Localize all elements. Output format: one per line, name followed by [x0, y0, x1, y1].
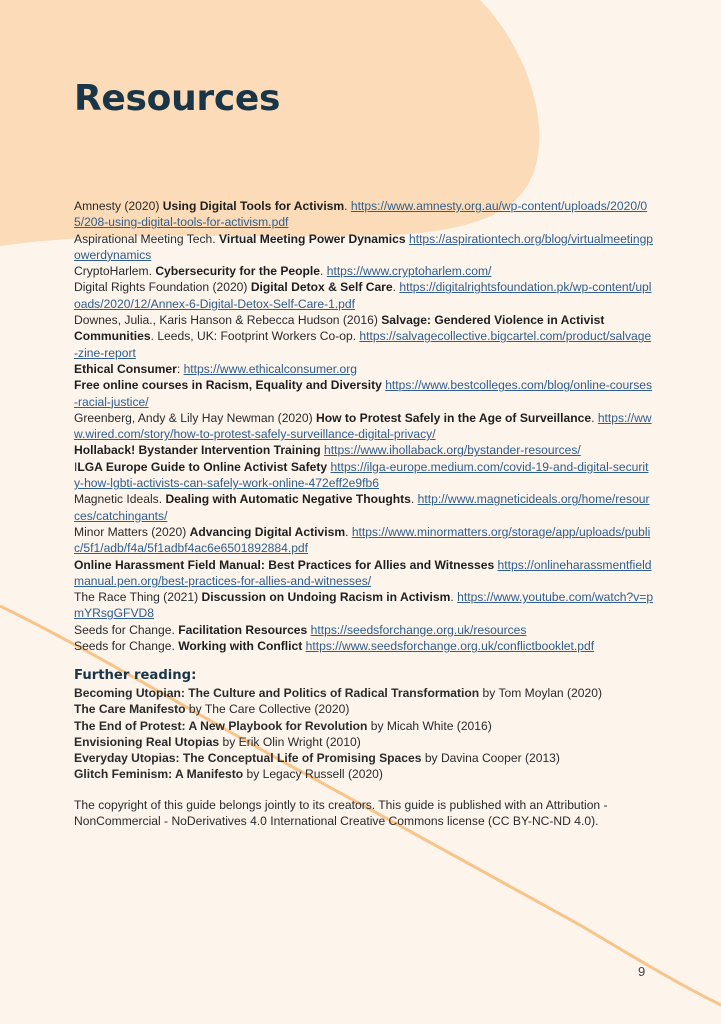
book-author: by Erik Olin Wright (2010): [219, 734, 361, 749]
reference-source: I: [74, 459, 78, 474]
reference-item: [74, 198, 654, 231]
reference-item: [74, 622, 654, 638]
page-title: Resources: [74, 78, 281, 119]
reference-item: [74, 410, 654, 443]
reference-title: Virtual Meeting Power Dynamics: [218, 231, 406, 246]
reference-title: Discussion on Undoing Racism in Activism: [201, 590, 451, 605]
reference-title: Dealing with Automatic Negative Thoughts: [165, 492, 411, 507]
book-author: by Legacy Russell (2020): [243, 767, 383, 782]
reference-link[interactable]: https://onlineharassmentfieldmanual.pen.org/best-practices-for-allies-and-witnesses/: [74, 557, 652, 588]
reference-source: Minor Matters (2020): [74, 524, 190, 539]
reference-source: Digital Rights Foundation (2020): [74, 280, 251, 295]
book-author: by Davina Cooper (2013): [421, 751, 560, 766]
reference-item: [74, 361, 654, 377]
reference-item: [74, 377, 654, 410]
reference-item: [74, 263, 654, 279]
reference-source: CryptoHarlem.: [74, 264, 156, 279]
book-title: Glitch Feminism: A Manifesto: [74, 767, 244, 782]
reference-title: Facilitation Resources: [178, 622, 308, 637]
reference-source: Magnetic Ideals.: [74, 492, 166, 507]
reference-list: [74, 198, 654, 654]
reference-detail: .: [410, 492, 418, 507]
reference-link[interactable]: https://www.ethicalconsumer.org: [183, 361, 357, 376]
book-author: by The Care Collective (2020): [185, 702, 350, 717]
reference-link[interactable]: https://aspirationtech.org/blog/virtualmeetingpowerdynamics: [74, 231, 654, 262]
reference-link[interactable]: https://www.minormatters.org/storage/app/uploads/public/5f1/adb/f4a/5f1adbf4ac6e6501892884.pdf: [74, 524, 651, 556]
reference-detail: .: [450, 590, 458, 605]
reference-title: Advancing Digital Activism: [189, 524, 346, 539]
reference-link[interactable]: http://www.magneticideals.org/home/resources/catchingants/: [74, 492, 650, 523]
reference-link[interactable]: https://digitalrightsfoundation.pk/wp-content/uploads/2020/12/Annex-6-Digital-Detox-Self-Care-1.pdf: [74, 280, 652, 311]
book-title: The End of Protest: A New Playbook for Revolution: [74, 718, 368, 733]
reference-item: [74, 589, 654, 622]
reference-source: The Race Thing (2021): [74, 590, 202, 605]
reference-item: [74, 442, 654, 458]
further-reading-list: [74, 685, 674, 783]
reference-detail: .: [591, 410, 598, 425]
reference-item: [74, 491, 654, 524]
reference-link[interactable]: https://www.bestcolleges.com/blog/online-courses-racial-justice/: [74, 378, 653, 409]
reference-title: Salvage: Gendered Violence in Activist Communities: [74, 313, 605, 344]
reference-link[interactable]: https://www.ihollaback.org/bystander-resources/: [324, 443, 581, 458]
reference-item: [74, 638, 654, 654]
book-author: by Micah White (2016): [367, 718, 492, 733]
reference-source: Downes, Julia., Karis Hanson & Rebecca Hudson (2016): [74, 313, 382, 328]
reference-detail: .: [344, 199, 351, 213]
reference-detail: :: [176, 361, 184, 376]
book-item: [74, 734, 674, 750]
reference-source: Aspirational Meeting Tech.: [74, 231, 219, 246]
reference-title: Hollaback! Bystander Intervention Training: [74, 443, 321, 458]
book-title: Becoming Utopian: The Culture and Politics of Radical Transformation: [74, 686, 480, 700]
reference-title: Using Digital Tools for Activism: [162, 199, 345, 213]
reference-detail: .: [320, 264, 327, 279]
book-item: [74, 766, 674, 782]
reference-title: Online Harassment Field Manual: Best Practices for Allies and Witnesses: [74, 557, 495, 572]
reference-item: [74, 524, 654, 557]
page-number: 9: [638, 964, 646, 979]
reference-title: How to Protest Safely in the Age of Surveillance: [316, 410, 592, 425]
book-item: [74, 750, 674, 766]
further-reading-heading: Further reading:: [74, 668, 197, 683]
reference-title: Digital Detox & Self Care: [250, 280, 393, 295]
reference-link[interactable]: https://www.wired.com/story/how-to-protest-safely-surveillance-digital-privacy/: [74, 410, 652, 442]
reference-source: Amnesty (2020): [74, 199, 163, 213]
reference-item: [74, 279, 654, 312]
reference-link[interactable]: https://www.seedsforchange.org.uk/conflictbooklet.pdf: [305, 639, 595, 654]
reference-item: [74, 557, 654, 590]
reference-link[interactable]: https://www.cryptoharlem.com/: [326, 264, 492, 279]
book-title: Envisioning Real Utopias: [74, 734, 220, 749]
reference-title: Cybersecurity for the People: [155, 264, 320, 279]
reference-source: Seeds for Change.: [74, 639, 179, 654]
reference-link[interactable]: https://www.youtube.com/watch?v=pmYRsgGFVD8: [74, 590, 654, 621]
book-item: [74, 718, 674, 734]
reference-item: [74, 312, 654, 361]
book-title: Everyday Utopias: The Conceptual Life of Promising Spaces: [74, 751, 422, 766]
reference-link[interactable]: https://ilga-europe.medium.com/covid-19-and-digital-security-how-lgbti-activists-can-safely-work-online-472eff2e9fb6: [74, 459, 649, 491]
reference-detail: .: [392, 280, 400, 295]
reference-source: Greenberg, Andy & Lily Hay Newman (2020): [74, 410, 316, 425]
reference-item: [74, 459, 654, 492]
reference-title: Ethical Consumer: [74, 361, 177, 376]
copyright-notice: The copyright of this guide belongs jointly to its creators. This guide is published with an Attribution - NonCommercial - NoDerivatives 4.0 International Creative Commons license (CC BY-NC-ND 4.0).: [74, 798, 608, 829]
reference-title: LGA Europe Guide to Online Activist Safety: [77, 459, 328, 474]
book-author: by Tom Moylan (2020): [479, 686, 602, 700]
book-item: [74, 685, 674, 701]
reference-detail: .: [345, 524, 352, 539]
reference-title: Free online courses in Racism, Equality and Diversity: [74, 378, 382, 393]
reference-link[interactable]: https://www.amnesty.org.au/wp-content/uploads/2020/05/208-using-digital-tools-for-activism.pdf: [74, 199, 648, 230]
reference-source: Seeds for Change.: [74, 622, 179, 637]
reference-item: [74, 231, 654, 264]
reference-link[interactable]: https://salvagecollective.bigcartel.com/product/salvage-zine-report: [74, 329, 652, 360]
book-title: The Care Manifesto: [74, 702, 186, 717]
reference-detail: . Leeds, UK: Footprint Workers Co-op.: [150, 329, 360, 344]
reference-link[interactable]: https://seedsforchange.org.uk/resources: [310, 622, 527, 637]
reference-title: Working with Conflict: [178, 639, 303, 654]
book-item: [74, 701, 674, 717]
